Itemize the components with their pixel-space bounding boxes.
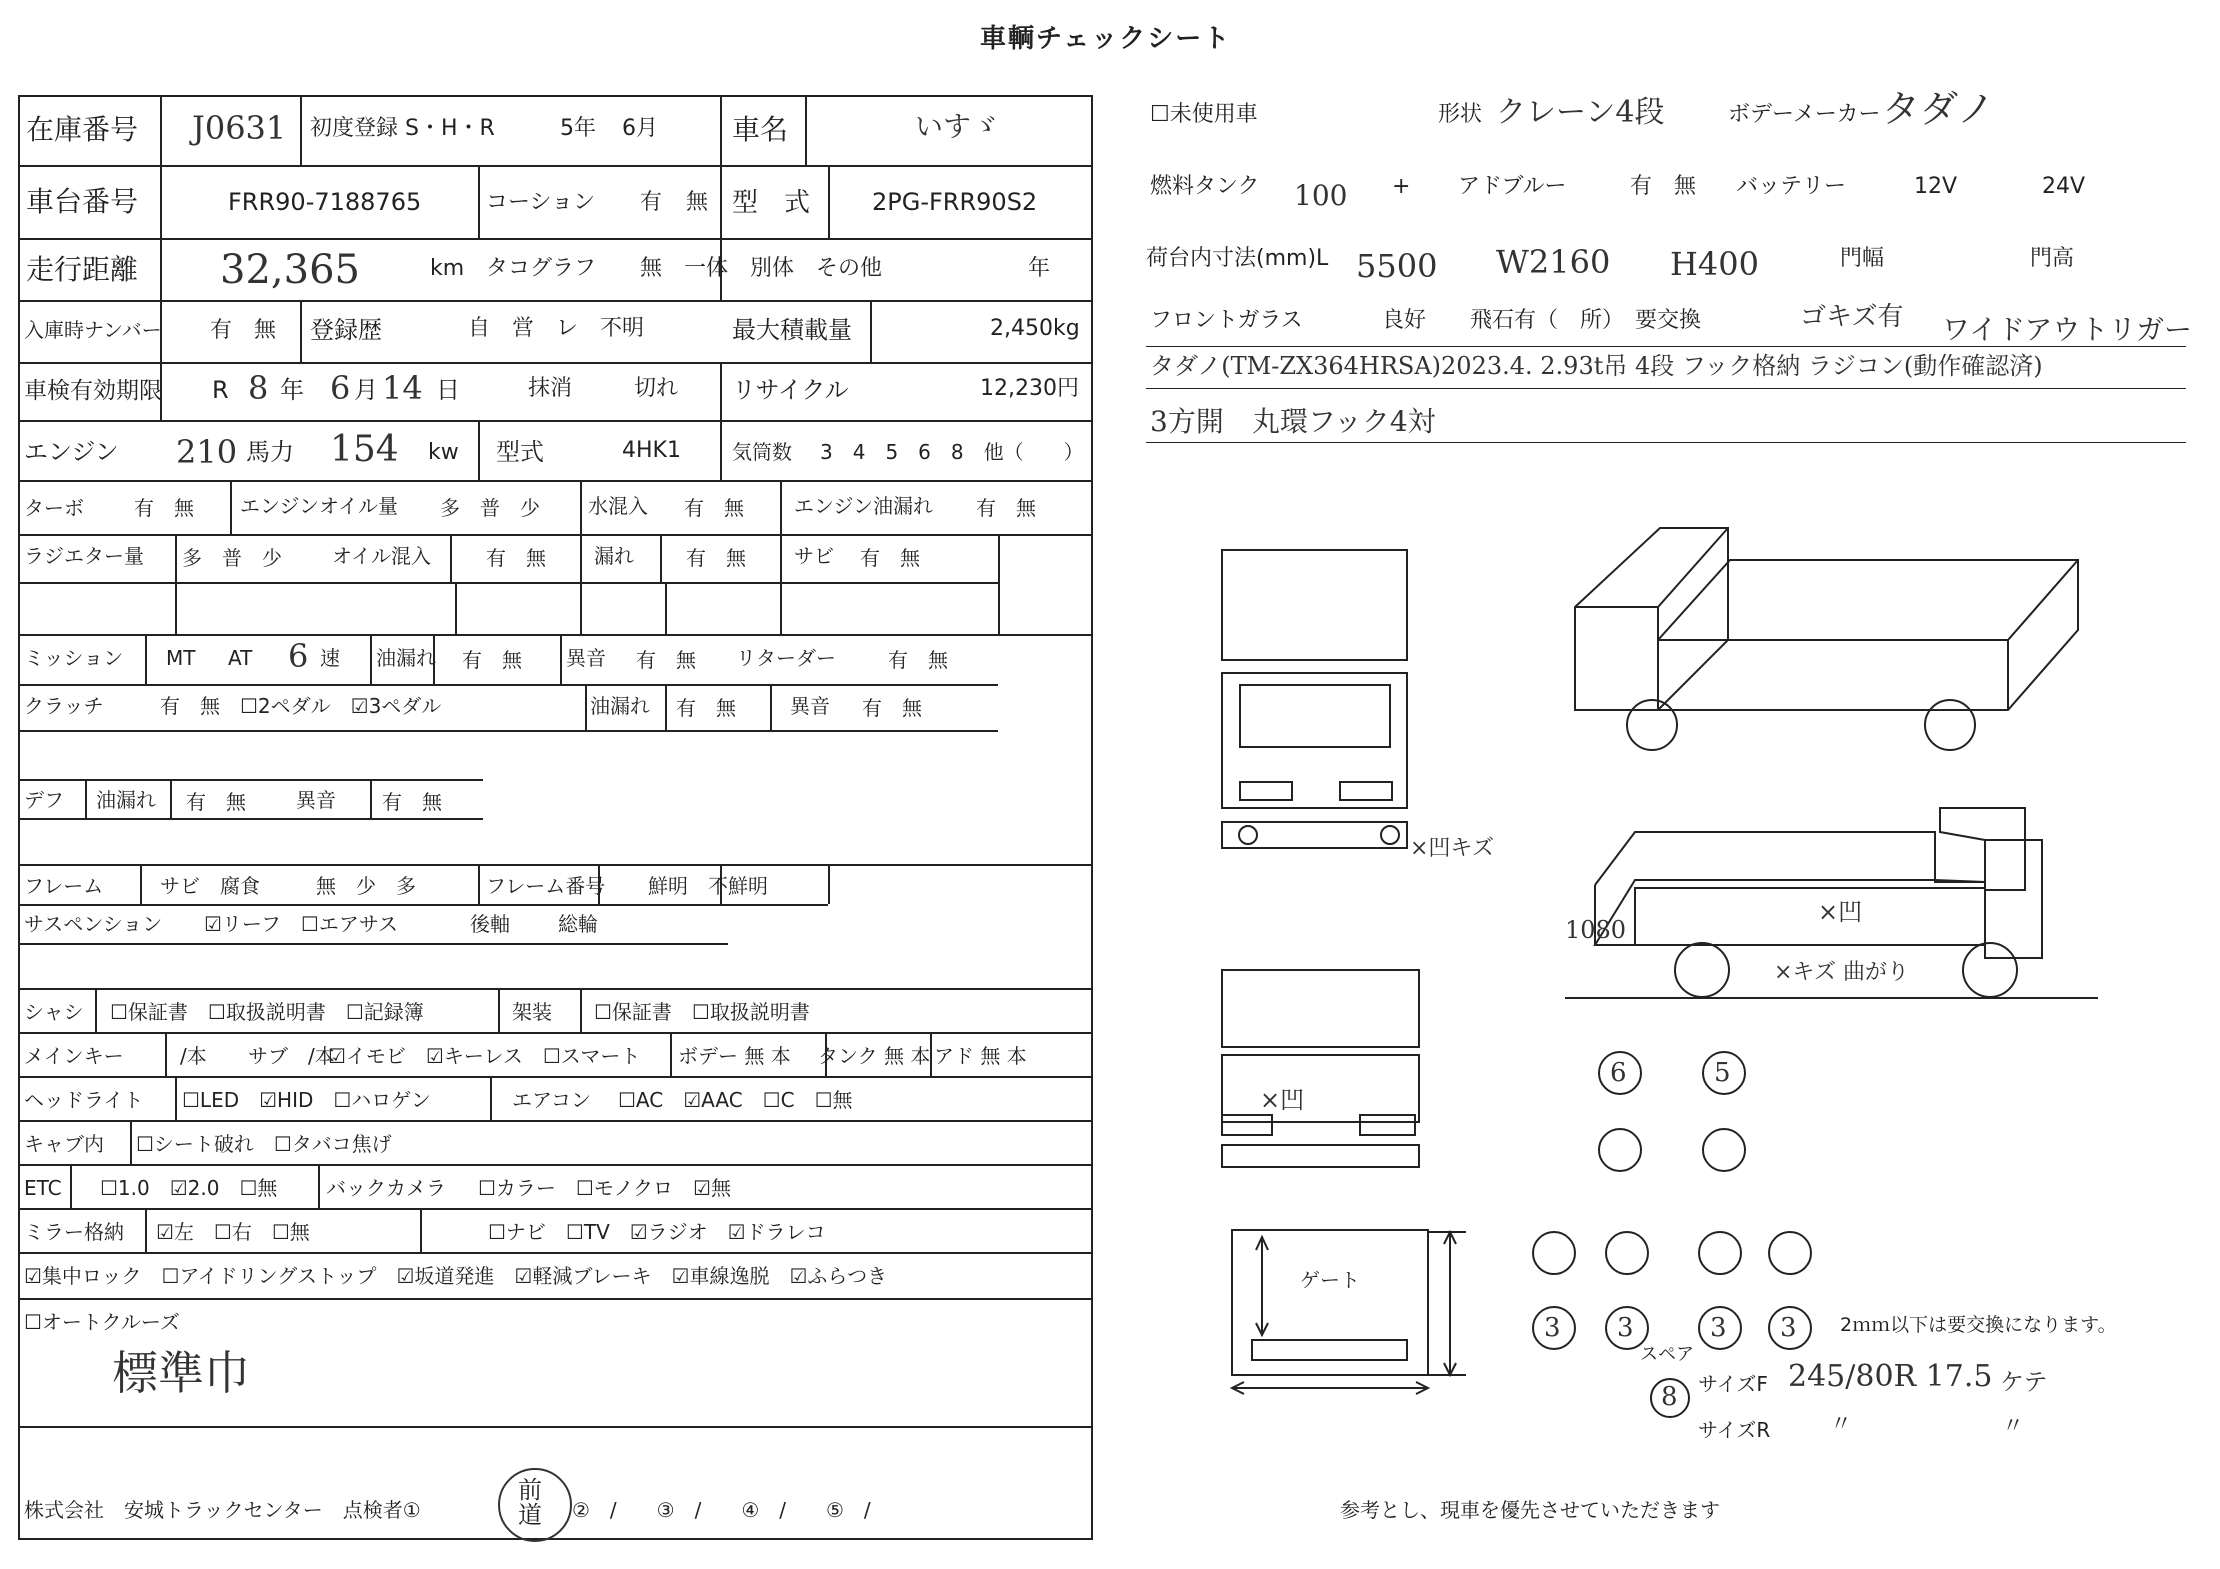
diagram-dimension: 1080 bbox=[1565, 916, 1627, 944]
frame-no-label: フレーム番号 bbox=[486, 874, 606, 898]
rear-light-right bbox=[1360, 1115, 1415, 1135]
clutch-label: クラッチ bbox=[24, 694, 104, 718]
turbo-opts: 有 無 bbox=[134, 496, 194, 520]
tire-depth: 3 bbox=[1710, 1313, 1727, 1343]
adblue-key: アド 無 本 bbox=[934, 1044, 1027, 1068]
headlight-label: ヘッドライト bbox=[24, 1088, 144, 1112]
inspection-month: 6 bbox=[330, 369, 351, 407]
mission-speed: 6 bbox=[288, 637, 309, 675]
cylinders-opts: 3 4 5 6 8 他（ ） bbox=[820, 440, 1084, 464]
mission-noise-label: 異音 bbox=[566, 646, 606, 670]
size-r-label: サイズR bbox=[1698, 1418, 1771, 1442]
stock-no: J0631 bbox=[192, 109, 287, 147]
stamp-text: 前道 bbox=[518, 1476, 542, 1530]
shape-label: 形状 bbox=[1438, 102, 1483, 127]
size-r-extra: 〃 bbox=[2002, 1414, 2025, 1439]
front-windshield bbox=[1240, 685, 1390, 747]
rear-bumper bbox=[1222, 1145, 1419, 1167]
adblue-opts: 有 無 bbox=[1630, 174, 1697, 199]
headlight-opts: ☐LED ☑HID ☐ハロゲン bbox=[182, 1088, 431, 1112]
cancel-label: 抹消 bbox=[528, 376, 573, 401]
horsepower: 210 bbox=[176, 433, 238, 471]
oil-mix-opts: 有 無 bbox=[486, 546, 546, 570]
engine-leak-label: エンジン油漏れ bbox=[794, 494, 933, 518]
radiator-label: ラジエター量 bbox=[24, 544, 144, 568]
cruise-opts: ☐オートクルーズ bbox=[24, 1310, 180, 1334]
inspection-year: 8 bbox=[248, 369, 269, 407]
cargo-width: W2160 bbox=[1496, 243, 1611, 281]
footer-inspectors: ② / ③ / ④ / ⑤ / bbox=[572, 1498, 871, 1522]
cargo-height: H400 bbox=[1670, 245, 1759, 283]
crane-note-2: 3方開 丸環フック4対 bbox=[1150, 405, 1436, 438]
model-label: 型 式 bbox=[732, 188, 811, 218]
plate-opts: 有 無 bbox=[210, 318, 277, 343]
unused-vehicle: ☐未使用車 bbox=[1150, 102, 1258, 127]
mission-noise-opts: 有 無 bbox=[636, 648, 696, 672]
size-f-label: サイズF bbox=[1698, 1372, 1768, 1396]
tire-depth: 5 bbox=[1714, 1058, 1731, 1088]
clutch-noise-label: 異音 bbox=[790, 694, 830, 718]
gate-height-label: 門高 bbox=[2030, 246, 2075, 271]
water-mix-label: 水混入 bbox=[588, 494, 648, 518]
footer-note: 参考とし、現車を優先させていただきます bbox=[1340, 1498, 1720, 1522]
side-bed-line bbox=[1635, 888, 1985, 945]
front-wheel-left bbox=[1239, 826, 1257, 844]
tire-circle bbox=[1533, 1232, 1575, 1274]
iso-bed bbox=[1658, 560, 2078, 710]
front-cab-top bbox=[1222, 550, 1407, 660]
rear-top bbox=[1222, 970, 1419, 1047]
outrigger-note: ワイドアウトリガー bbox=[1942, 313, 2193, 346]
turbo-label: ターボ bbox=[24, 496, 84, 520]
plate-label: 入庫時ナンバー bbox=[24, 318, 162, 342]
mission-at: AT bbox=[228, 646, 253, 670]
model: 2PG-FRR90S2 bbox=[872, 188, 1038, 216]
mileage: 32,365 bbox=[220, 247, 360, 293]
clutch-opts: 有 無 ☐2ペダル ☑3ペダル bbox=[160, 694, 442, 718]
oil-mix-label: オイル混入 bbox=[332, 544, 431, 568]
mission-leak-opts: 有 無 bbox=[462, 648, 522, 672]
cab-opts: ☐シート破れ ☐タバコ焦げ bbox=[136, 1132, 392, 1156]
tire-depth: 3 bbox=[1617, 1313, 1634, 1343]
rear-light-left bbox=[1222, 1115, 1272, 1135]
gate-width-label: 門幅 bbox=[1840, 246, 1885, 271]
iso-wheel-rear bbox=[1925, 700, 1975, 750]
adblue-label: アドブルー bbox=[1458, 174, 1567, 199]
hp-unit: 馬力 bbox=[246, 438, 294, 466]
rust-label: サビ bbox=[794, 544, 834, 568]
main-key: /本 bbox=[180, 1044, 207, 1068]
gate-tick bbox=[1428, 1232, 1466, 1375]
front-light-right bbox=[1340, 782, 1392, 800]
front-wheel-right bbox=[1381, 826, 1399, 844]
gate-arrow-v bbox=[1256, 1237, 1268, 1335]
tire-depth: 3 bbox=[1780, 1313, 1797, 1343]
tire-note: 2ｍｍ以下は要交換になります。 bbox=[1840, 1314, 2117, 1336]
coating-label: コーション bbox=[486, 190, 596, 215]
tire-circle bbox=[1606, 1232, 1648, 1274]
iso-cab-edge bbox=[1575, 528, 1728, 710]
coating-no: 無 bbox=[686, 190, 709, 215]
back-camera-opts: ☐カラー ☐モノクロ ☑無 bbox=[478, 1176, 731, 1200]
gate-arrow-right bbox=[1444, 1232, 1456, 1375]
stock-no-label: 在庫番号 bbox=[26, 113, 139, 146]
water-mix-opts: 有 無 bbox=[684, 496, 744, 520]
inspection-label: 車検有効期限 bbox=[24, 378, 162, 404]
inspection-y-unit: 年 bbox=[280, 376, 304, 404]
side-cab bbox=[1935, 808, 2025, 890]
tire-depth: 3 bbox=[1544, 1313, 1561, 1343]
clutch-noise-opts: 有 無 bbox=[862, 696, 922, 720]
engine-label: エンジン bbox=[24, 438, 119, 466]
max-load: 2,450kg bbox=[990, 316, 1080, 341]
gate-label: ゲート bbox=[1300, 1268, 1360, 1292]
diagram-note-side-2: ×キズ 曲がり bbox=[1774, 960, 1909, 985]
body-maker-label: ボデーメーカー bbox=[1728, 102, 1881, 127]
diff-leak-opts: 有 無 bbox=[186, 790, 246, 814]
kw: 154 bbox=[330, 429, 399, 470]
expired-label: 切れ bbox=[634, 376, 679, 401]
tank-key: タンク 無 本 bbox=[818, 1044, 931, 1068]
body-maker: タダノ bbox=[1882, 87, 1995, 131]
safety-opts: ☑集中ロック ☐アイドリングストップ ☑坂道発進 ☑軽減ブレーキ ☑車線逸脱 ☑ふらつき bbox=[24, 1264, 888, 1288]
gate-bar bbox=[1252, 1340, 1407, 1360]
footer-company: 株式会社 安城トラックセンター 点検者① bbox=[24, 1498, 421, 1522]
sub-key: サブ /本 bbox=[248, 1044, 335, 1068]
tire-circle bbox=[1769, 1232, 1811, 1274]
etc-label: ETC bbox=[24, 1176, 62, 1200]
tire-circle bbox=[1699, 1232, 1741, 1274]
frame-no-opts: 鮮明 不鮮明 bbox=[648, 874, 768, 898]
side-cab-box bbox=[1985, 840, 2042, 958]
retarder-label: リターダー bbox=[736, 646, 836, 670]
diagram-note-side: ×凹 bbox=[1818, 898, 1863, 926]
oil-qty-label: エンジンオイル量 bbox=[240, 494, 398, 518]
mirror-label: ミラー格納 bbox=[24, 1220, 124, 1244]
size-f-extra: ケテ bbox=[2000, 1368, 2048, 1396]
cylinders-label: 気筒数 bbox=[732, 440, 792, 464]
side-bed bbox=[1595, 880, 1985, 945]
size-f-value: 245/80R 17.5 bbox=[1788, 1359, 1993, 1394]
max-load-label: 最大積載量 bbox=[732, 316, 852, 344]
spare-value: 8 bbox=[1661, 1382, 1678, 1412]
mission-label: ミッション bbox=[24, 646, 124, 670]
diagram-note-rear: ×凹 bbox=[1260, 1086, 1305, 1114]
iso-bed-edge bbox=[1658, 560, 2078, 710]
first-reg-year: 5年 bbox=[560, 116, 596, 141]
radiator-opts: 多 普 少 bbox=[182, 546, 282, 570]
tire-circle bbox=[1703, 1129, 1745, 1171]
mileage-label: 走行距離 bbox=[26, 253, 139, 286]
rear-axle: 後軸 bbox=[470, 912, 510, 936]
diff-noise-opts: 有 無 bbox=[382, 790, 442, 814]
tire-depth: 6 bbox=[1610, 1058, 1627, 1088]
body-key: ボデー 無 本 bbox=[678, 1044, 791, 1068]
diff-leak-label: 油漏れ bbox=[96, 788, 156, 812]
glass-label: フロントガラス bbox=[1150, 308, 1303, 333]
tire-circle bbox=[1599, 1129, 1641, 1171]
plus: + bbox=[1392, 174, 1411, 199]
chassis-label: シャシ bbox=[24, 1000, 84, 1024]
oil-qty-opts: 多 普 少 bbox=[440, 496, 540, 520]
mirror-opts: ☑左 ☐右 ☐無 bbox=[156, 1220, 310, 1244]
reg-hist-opts: 自 営 レ 不明 bbox=[468, 316, 645, 341]
battery-12v: 12V bbox=[1914, 174, 1958, 199]
aircon-opts: ☐AC ☑AAC ☐C ☐無 bbox=[618, 1088, 853, 1112]
cab-label: キャブ内 bbox=[24, 1132, 104, 1156]
size-r-value: 〃 bbox=[1830, 1412, 1853, 1437]
body-equip-opts: ☐保証書 ☐取扱説明書 bbox=[594, 1000, 810, 1024]
frame-label: フレーム bbox=[24, 874, 104, 898]
retarder-opts: 有 無 bbox=[888, 648, 948, 672]
shape: クレーン4段 bbox=[1496, 95, 1665, 130]
fuel: 100 bbox=[1294, 179, 1348, 212]
aircon-label: エアコン bbox=[512, 1088, 591, 1112]
chassis-no: FRR90-7188765 bbox=[228, 188, 422, 216]
engine-model-label: 型式 bbox=[496, 438, 544, 466]
all-axle: 総輪 bbox=[558, 912, 598, 936]
mileage-unit: km bbox=[430, 256, 465, 281]
body-equip-label: 架装 bbox=[512, 1000, 552, 1024]
reg-hist-label: 登録歴 bbox=[310, 316, 382, 344]
battery-label: バッテリー bbox=[1736, 174, 1847, 199]
kw-unit: kw bbox=[428, 440, 459, 465]
page-title: 車輌チェックシート bbox=[980, 24, 1232, 54]
inspection-m-unit: 月 bbox=[354, 376, 378, 404]
mission-speed-unit: 速 bbox=[320, 646, 340, 670]
engine-model: 4HK1 bbox=[622, 438, 681, 463]
maker: いすゞ bbox=[915, 110, 1000, 143]
iso-wheel-front bbox=[1627, 700, 1677, 750]
side-wheel-front bbox=[1675, 943, 1729, 997]
diagram-note-front: ×凹キズ bbox=[1410, 836, 1494, 861]
diff-label: デフ bbox=[24, 788, 64, 812]
clutch-leak-opts: 有 無 bbox=[676, 696, 736, 720]
equip-opts: ☐ナビ ☐TV ☑ラジオ ☑ドラレコ bbox=[488, 1220, 826, 1244]
mission-leak-label: 油漏れ bbox=[376, 646, 436, 670]
suspension-label: サスペンション bbox=[24, 912, 163, 936]
tacho-options: 無 一体 別体 その他 bbox=[640, 256, 883, 281]
etc-opts: ☐1.0 ☑2.0 ☐無 bbox=[100, 1176, 278, 1200]
suspension-opts: ☑リーフ ☐エアサス bbox=[204, 912, 399, 936]
cargo-label: 荷台内寸法(mm)L bbox=[1146, 246, 1329, 271]
inspection-d-unit: 日 bbox=[436, 376, 460, 404]
leak-opts: 有 無 bbox=[686, 546, 746, 570]
rear-body bbox=[1222, 1055, 1419, 1122]
recycle: 12,230円 bbox=[980, 376, 1079, 401]
recycle-label: リサイクル bbox=[732, 376, 849, 404]
frame-rust-label: サビ 腐食 bbox=[160, 874, 260, 898]
cargo-length: 5500 bbox=[1356, 247, 1438, 285]
rust-opts: 有 無 bbox=[860, 546, 920, 570]
inspection-era: R bbox=[212, 376, 229, 404]
mission-mt: MT bbox=[166, 646, 196, 670]
maker-label: 車名 bbox=[732, 113, 789, 146]
tacho-label: タコグラフ bbox=[486, 256, 597, 281]
first-reg-month: 6月 bbox=[622, 116, 658, 141]
back-camera-label: バックカメラ bbox=[326, 1176, 446, 1200]
battery-24v: 24V bbox=[2042, 174, 2086, 199]
engine-leak-opts: 有 無 bbox=[976, 496, 1036, 520]
spare-label: スペア bbox=[1640, 1344, 1694, 1365]
diff-noise-label: 異音 bbox=[296, 788, 336, 812]
chassis-no-label: 車台番号 bbox=[26, 185, 139, 218]
coating-yes: 有 bbox=[640, 190, 663, 215]
side-wheel-rear bbox=[1963, 943, 2017, 997]
front-light-left bbox=[1240, 782, 1292, 800]
inspection-day: 14 bbox=[382, 369, 423, 407]
gate-arrow-h bbox=[1232, 1382, 1428, 1394]
chassis-opts: ☐保証書 ☐取扱説明書 ☐記録簿 bbox=[110, 1000, 424, 1024]
key-opts: ☑イモビ ☑キーレス ☐スマート bbox=[328, 1044, 641, 1068]
main-key-label: メインキー bbox=[24, 1044, 124, 1068]
glass-note: ゴキズ有 bbox=[1800, 302, 1904, 332]
leak-label: 漏れ bbox=[594, 544, 634, 568]
clutch-leak-label: 油漏れ bbox=[590, 694, 650, 718]
glass-opts: 良好 飛石有（ 所） 要交換 bbox=[1382, 308, 1702, 333]
remarks-handwritten: 標準巾 bbox=[112, 1346, 250, 1400]
front-cab-body bbox=[1222, 673, 1407, 808]
crane-note: タダノ(TM-ZX364HRSA)2023.4. 2.93t吊 4段 フック格納 ラジコン(動作確認済) bbox=[1150, 352, 2043, 380]
fuel-label: 燃料タンク bbox=[1150, 174, 1260, 199]
frame-rust-opts: 無 少 多 bbox=[316, 874, 416, 898]
tacho-year: 年 bbox=[1028, 256, 1051, 281]
first-reg-label: 初度登録 S・H・R bbox=[310, 116, 495, 141]
